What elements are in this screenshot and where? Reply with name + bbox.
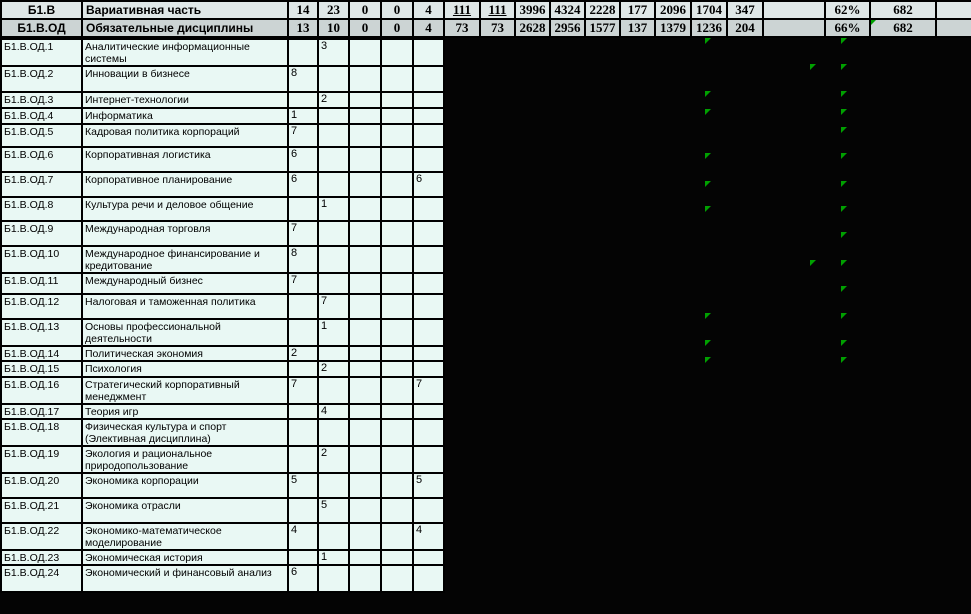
semester-value-cell[interactable]: 6	[288, 172, 318, 197]
discipline-name-cell[interactable]: Экология и рациональное природопользование	[82, 446, 288, 473]
summary-value: 682	[893, 20, 913, 35]
discipline-name-cell[interactable]: Корпоративное планирование	[82, 172, 288, 197]
discipline-code-cell[interactable]: Б1.В.ОД.22	[1, 523, 82, 550]
summary-value-cell[interactable]: 2628	[515, 19, 550, 37]
discipline-row	[1, 346, 444, 361]
summary-value-cell[interactable]: 204	[727, 19, 763, 37]
semester-value-cell[interactable]: 1	[318, 319, 349, 346]
semester-value-cell[interactable]: 7	[288, 221, 318, 246]
semester-value-cell[interactable]: 7	[413, 377, 444, 404]
comment-indicator-icon	[841, 286, 847, 292]
comment-indicator-icon	[705, 109, 711, 115]
summary-value-cell[interactable]: 2096	[655, 1, 691, 19]
semester-value-cell[interactable]	[288, 361, 318, 377]
comment-indicator-icon	[841, 206, 847, 212]
discipline-code-cell[interactable]: Б1.В.ОД.24	[1, 565, 82, 592]
semester-value-cell[interactable]: 7	[288, 124, 318, 147]
comment-indicator-icon	[705, 38, 711, 44]
semester-value-cell[interactable]	[288, 294, 318, 319]
semester-value-cell[interactable]	[318, 246, 349, 273]
semester-value-cell[interactable]	[349, 172, 381, 197]
semester-value-cell[interactable]: 5	[318, 498, 349, 523]
semester-value-cell[interactable]	[349, 419, 381, 446]
semester-value-cell[interactable]	[413, 66, 444, 92]
comment-indicator-icon	[810, 64, 816, 70]
comment-indicator-icon	[705, 181, 711, 187]
semester-value-cell[interactable]	[381, 246, 413, 273]
discipline-code-cell[interactable]: Б1.В.ОД.7	[1, 172, 82, 197]
comment-indicator-icon	[841, 109, 847, 115]
discipline-name-cell[interactable]: Налоговая и таможенная политика	[82, 294, 288, 319]
summary-value-cell[interactable]	[936, 19, 971, 37]
semester-value-cell[interactable]: 7	[288, 273, 318, 294]
summary-value-cell[interactable]: 111	[480, 1, 515, 19]
discipline-name-cell[interactable]: Международное финансирование и кредитование	[82, 246, 288, 273]
semester-value-cell[interactable]: 1	[288, 108, 318, 124]
semester-value-cell[interactable]: 5	[413, 473, 444, 498]
semester-value-cell[interactable]	[349, 404, 381, 419]
comment-indicator-icon	[841, 64, 847, 70]
discipline-code-cell[interactable]: Б1.В.ОД.12	[1, 294, 82, 319]
semester-value-cell[interactable]	[349, 294, 381, 319]
summary-value-cell[interactable]: 347	[727, 1, 763, 19]
semester-value-cell[interactable]	[413, 221, 444, 246]
discipline-row	[1, 108, 444, 124]
comment-indicator-icon	[841, 38, 847, 44]
comment-indicator-icon	[841, 91, 847, 97]
semester-value-cell[interactable]	[381, 39, 413, 66]
summary-row-obyazatelnye	[1, 19, 971, 37]
semester-value-cell[interactable]	[288, 498, 318, 523]
summary-value-cell[interactable]: 1577	[585, 19, 620, 37]
summary-value-cell[interactable]: 73	[444, 19, 480, 37]
summary-value-cell[interactable]: 1704	[691, 1, 727, 19]
semester-value-cell[interactable]	[349, 550, 381, 565]
discipline-code-cell[interactable]: Б1.В.ОД.2	[1, 66, 82, 92]
semester-value-cell[interactable]	[349, 346, 381, 361]
summary-value-cell[interactable]: 137	[620, 19, 655, 37]
semester-value-cell[interactable]	[349, 361, 381, 377]
summary-title-cell[interactable]: Вариативная часть	[82, 1, 288, 19]
summary-value-cell[interactable]: 2228	[585, 1, 620, 19]
summary-value-cell[interactable]: 14	[288, 1, 318, 19]
semester-value-cell[interactable]	[288, 197, 318, 221]
discipline-name-cell[interactable]: Физическая культура и спорт (Элективная дисциплина)	[82, 419, 288, 446]
disciplines-table	[0, 38, 445, 593]
discipline-code-cell[interactable]: Б1.В.ОД.15	[1, 361, 82, 377]
semester-value-cell[interactable]	[413, 124, 444, 147]
comment-indicator-icon	[705, 206, 711, 212]
semester-value-cell[interactable]	[318, 124, 349, 147]
discipline-row	[1, 377, 444, 404]
summary-value-cell[interactable]: 682	[870, 1, 936, 19]
semester-value-cell[interactable]	[413, 550, 444, 565]
summary-value-cell[interactable]: 3996	[515, 1, 550, 19]
semester-value-cell[interactable]	[413, 147, 444, 172]
summary-percent-cell[interactable]: 66%	[825, 19, 870, 37]
semester-value-cell[interactable]	[413, 498, 444, 523]
discipline-code-cell[interactable]: Б1.В.ОД.20	[1, 473, 82, 498]
discipline-name-cell[interactable]: Международная торговля	[82, 221, 288, 246]
semester-value-cell[interactable]	[349, 124, 381, 147]
summary-title-cell[interactable]: Обязательные дисциплины	[82, 19, 288, 37]
semester-value-cell[interactable]: 1	[318, 550, 349, 565]
summary-percent-cell[interactable]: 62%	[825, 1, 870, 19]
comment-indicator-icon	[841, 153, 847, 159]
semester-value-cell[interactable]: 2	[318, 361, 349, 377]
semester-value-cell[interactable]	[288, 446, 318, 473]
semester-value-cell[interactable]	[413, 446, 444, 473]
discipline-name-cell[interactable]: Кадровая политика корпораций	[82, 124, 288, 147]
semester-value-cell[interactable]	[318, 66, 349, 92]
comment-indicator-icon	[841, 313, 847, 319]
discipline-row	[1, 419, 444, 446]
semester-value-cell[interactable]	[381, 473, 413, 498]
discipline-name-cell[interactable]: Экономический и финансовый анализ	[82, 565, 288, 592]
summary-value-cell[interactable]: 0	[349, 1, 381, 19]
semester-value-cell[interactable]: 4	[318, 404, 349, 419]
comment-indicator-icon	[705, 91, 711, 97]
discipline-row	[1, 39, 444, 66]
summary-value-cell[interactable]: 10	[318, 19, 349, 37]
comment-indicator-icon	[705, 340, 711, 346]
comment-indicator-icon	[841, 127, 847, 133]
discipline-row	[1, 294, 444, 319]
comment-indicator-icon	[810, 260, 816, 266]
semester-value-cell[interactable]	[413, 294, 444, 319]
semester-value-cell[interactable]: 5	[288, 473, 318, 498]
semester-value-cell[interactable]	[288, 319, 318, 346]
semester-value-cell[interactable]	[349, 377, 381, 404]
summary-code-cell[interactable]: Б1.В	[1, 1, 82, 19]
discipline-code-cell[interactable]: Б1.В.ОД.9	[1, 221, 82, 246]
semester-value-cell[interactable]	[318, 147, 349, 172]
semester-value-cell[interactable]: 7	[288, 377, 318, 404]
semester-value-cell[interactable]	[381, 523, 413, 550]
semester-value-cell[interactable]	[381, 361, 413, 377]
discipline-code-cell[interactable]: Б1.В.ОД.5	[1, 124, 82, 147]
discipline-row	[1, 246, 444, 273]
semester-value-cell[interactable]	[381, 66, 413, 92]
summary-value-cell[interactable]	[936, 1, 971, 19]
semester-value-cell[interactable]	[381, 147, 413, 172]
semester-value-cell[interactable]	[413, 92, 444, 108]
semester-value-cell[interactable]	[413, 404, 444, 419]
semester-value-cell[interactable]	[381, 124, 413, 147]
semester-value-cell[interactable]: 8	[288, 246, 318, 273]
semester-value-cell[interactable]	[413, 246, 444, 273]
semester-value-cell[interactable]	[318, 273, 349, 294]
semester-value-cell[interactable]	[381, 273, 413, 294]
semester-value-cell[interactable]	[381, 565, 413, 592]
semester-value-cell[interactable]	[349, 246, 381, 273]
discipline-name-cell[interactable]: Экономика отрасли	[82, 498, 288, 523]
discipline-row	[1, 404, 444, 419]
discipline-row	[1, 446, 444, 473]
semester-value-cell[interactable]	[349, 39, 381, 66]
semester-value-cell[interactable]	[288, 404, 318, 419]
semester-value-cell[interactable]	[381, 550, 413, 565]
semester-value-cell[interactable]	[349, 319, 381, 346]
summary-value-cell[interactable]	[763, 19, 825, 37]
semester-value-cell[interactable]	[288, 39, 318, 66]
semester-value-cell[interactable]	[413, 108, 444, 124]
discipline-row	[1, 523, 444, 550]
comment-indicator-icon	[705, 153, 711, 159]
semester-value-cell[interactable]	[288, 419, 318, 446]
semester-value-cell[interactable]	[381, 294, 413, 319]
discipline-row	[1, 273, 444, 294]
comment-indicator-icon	[841, 260, 847, 266]
semester-value-cell[interactable]	[349, 565, 381, 592]
discipline-name-cell[interactable]: Стратегический корпоративный менеджмент	[82, 377, 288, 404]
semester-value-cell[interactable]	[381, 197, 413, 221]
summary-value-cell[interactable]: 23	[318, 1, 349, 19]
semester-value-cell[interactable]	[318, 565, 349, 592]
semester-value-cell[interactable]	[349, 197, 381, 221]
semester-value-cell[interactable]	[349, 523, 381, 550]
semester-value-cell[interactable]: 6	[288, 565, 318, 592]
semester-value-cell[interactable]	[288, 92, 318, 108]
discipline-name-cell[interactable]: Экономика корпорации	[82, 473, 288, 498]
summary-value-cell[interactable]: 0	[349, 19, 381, 37]
summary-value-cell[interactable]: 1236	[691, 19, 727, 37]
comment-indicator-icon	[841, 232, 847, 238]
discipline-name-cell[interactable]: Интернет-технологии	[82, 92, 288, 108]
discipline-row	[1, 147, 444, 172]
discipline-row	[1, 124, 444, 147]
semester-value-cell[interactable]	[381, 346, 413, 361]
summary-value-cell[interactable]: 0	[381, 1, 413, 19]
discipline-name-cell[interactable]: Культура речи и деловое общение	[82, 197, 288, 221]
discipline-row	[1, 361, 444, 377]
semester-value-cell[interactable]	[413, 197, 444, 221]
summary-value-cell[interactable]: 4	[413, 19, 444, 37]
discipline-name-cell[interactable]: Экономическая история	[82, 550, 288, 565]
discipline-row	[1, 319, 444, 346]
semester-value-cell[interactable]	[318, 377, 349, 404]
semester-value-cell[interactable]	[349, 66, 381, 92]
semester-value-cell[interactable]	[413, 361, 444, 377]
semester-value-cell[interactable]	[381, 446, 413, 473]
semester-value-cell[interactable]: 2	[288, 346, 318, 361]
semester-value-cell[interactable]	[413, 419, 444, 446]
semester-value-cell[interactable]	[381, 377, 413, 404]
semester-value-cell[interactable]: 4	[413, 523, 444, 550]
discipline-row	[1, 197, 444, 221]
semester-value-cell[interactable]	[318, 523, 349, 550]
semester-value-cell[interactable]	[349, 446, 381, 473]
discipline-name-cell[interactable]: Экономико-математическое моделирование	[82, 523, 288, 550]
semester-value-cell[interactable]	[381, 404, 413, 419]
semester-value-cell[interactable]	[349, 273, 381, 294]
comment-indicator-icon	[705, 313, 711, 319]
semester-value-cell[interactable]	[318, 221, 349, 246]
discipline-code-cell[interactable]: Б1.В.ОД.16	[1, 377, 82, 404]
semester-value-cell[interactable]	[381, 498, 413, 523]
discipline-name-cell[interactable]: Основы профессиональной деятельности	[82, 319, 288, 346]
semester-value-cell[interactable]	[349, 498, 381, 523]
discipline-row	[1, 565, 444, 592]
discipline-code-cell[interactable]: Б1.В.ОД.10	[1, 246, 82, 273]
semester-value-cell[interactable]: 1	[318, 197, 349, 221]
discipline-name-cell[interactable]: Психология	[82, 361, 288, 377]
summary-value-cell[interactable]: 4324	[550, 1, 585, 19]
discipline-row	[1, 92, 444, 108]
discipline-name-cell[interactable]: Аналитические информационные системы	[82, 39, 288, 66]
semester-value-cell[interactable]	[349, 147, 381, 172]
semester-value-cell[interactable]	[413, 319, 444, 346]
discipline-row	[1, 498, 444, 523]
semester-value-cell[interactable]	[288, 550, 318, 565]
discipline-code-cell[interactable]: Б1.В.ОД.18	[1, 419, 82, 446]
semester-value-cell[interactable]	[318, 346, 349, 361]
discipline-row	[1, 66, 444, 92]
comment-indicator-icon	[841, 357, 847, 363]
semester-value-cell[interactable]	[349, 473, 381, 498]
discipline-name-cell[interactable]: Теория игр	[82, 404, 288, 419]
discipline-name-cell[interactable]: Информатика	[82, 108, 288, 124]
semester-value-cell[interactable]	[318, 419, 349, 446]
discipline-name-cell[interactable]: Корпоративная логистика	[82, 147, 288, 172]
semester-value-cell[interactable]: 4	[288, 523, 318, 550]
discipline-code-cell[interactable]: Б1.В.ОД.21	[1, 498, 82, 523]
semester-value-cell[interactable]	[413, 273, 444, 294]
summary-value-cell-with-comment[interactable]	[870, 19, 936, 37]
semester-value-cell[interactable]	[381, 172, 413, 197]
semester-value-cell[interactable]	[413, 39, 444, 66]
discipline-code-cell[interactable]: Б1.В.ОД.14	[1, 346, 82, 361]
semester-value-cell[interactable]	[413, 346, 444, 361]
discipline-name-cell[interactable]: Международный бизнес	[82, 273, 288, 294]
summary-header-table	[0, 0, 971, 38]
semester-value-cell[interactable]: 6	[413, 172, 444, 197]
comment-indicator-icon	[871, 20, 876, 25]
semester-value-cell[interactable]	[381, 319, 413, 346]
summary-value-cell[interactable]: 111	[444, 1, 480, 19]
summary-value-cell[interactable]: 1379	[655, 19, 691, 37]
summary-value-cell[interactable]: 73	[480, 19, 515, 37]
semester-value-cell[interactable]	[381, 108, 413, 124]
comment-indicator-icon	[841, 340, 847, 346]
discipline-code-cell[interactable]: Б1.В.ОД.13	[1, 319, 82, 346]
semester-value-cell[interactable]	[413, 565, 444, 592]
semester-value-cell[interactable]	[349, 221, 381, 246]
summary-code-cell[interactable]: Б1.В.ОД	[1, 19, 82, 37]
discipline-row	[1, 550, 444, 565]
discipline-code-cell[interactable]: Б1.В.ОД.8	[1, 197, 82, 221]
semester-value-cell[interactable]	[318, 172, 349, 197]
discipline-code-cell[interactable]: Б1.В.ОД.4	[1, 108, 82, 124]
semester-value-cell[interactable]: 2	[318, 446, 349, 473]
summary-value-cell[interactable]	[763, 1, 825, 19]
discipline-name-cell[interactable]: Инновации в бизнесе	[82, 66, 288, 92]
semester-value-cell[interactable]: 6	[288, 147, 318, 172]
discipline-code-cell[interactable]: Б1.В.ОД.1	[1, 39, 82, 66]
semester-value-cell[interactable]: 2	[318, 92, 349, 108]
semester-value-cell[interactable]	[349, 92, 381, 108]
semester-value-cell[interactable]	[349, 108, 381, 124]
summary-value-cell[interactable]: 13	[288, 19, 318, 37]
summary-value-cell[interactable]: 2956	[550, 19, 585, 37]
comment-indicator-icon	[841, 181, 847, 187]
comment-indicator-icon	[705, 357, 711, 363]
semester-value-cell[interactable]: 8	[288, 66, 318, 92]
discipline-row	[1, 221, 444, 246]
summary-value-cell[interactable]: 177	[620, 1, 655, 19]
discipline-code-cell[interactable]: Б1.В.ОД.19	[1, 446, 82, 473]
summary-value-cell[interactable]: 4	[413, 1, 444, 19]
summary-value-cell[interactable]: 0	[381, 19, 413, 37]
semester-value-cell[interactable]	[318, 473, 349, 498]
semester-value-cell[interactable]	[381, 92, 413, 108]
semester-value-cell[interactable]	[381, 419, 413, 446]
discipline-row	[1, 473, 444, 498]
discipline-code-cell[interactable]: Б1.В.ОД.6	[1, 147, 82, 172]
semester-value-cell[interactable]: 7	[318, 294, 349, 319]
discipline-row	[1, 172, 444, 197]
semester-value-cell[interactable]	[381, 221, 413, 246]
summary-row-variativnaya	[1, 1, 971, 19]
semester-value-cell[interactable]	[318, 108, 349, 124]
discipline-code-cell[interactable]: Б1.В.ОД.23	[1, 550, 82, 565]
semester-value-cell[interactable]: 3	[318, 39, 349, 66]
discipline-code-cell[interactable]: Б1.В.ОД.17	[1, 404, 82, 419]
discipline-code-cell[interactable]: Б1.В.ОД.11	[1, 273, 82, 294]
discipline-name-cell[interactable]: Политическая экономия	[82, 346, 288, 361]
discipline-code-cell[interactable]: Б1.В.ОД.3	[1, 92, 82, 108]
